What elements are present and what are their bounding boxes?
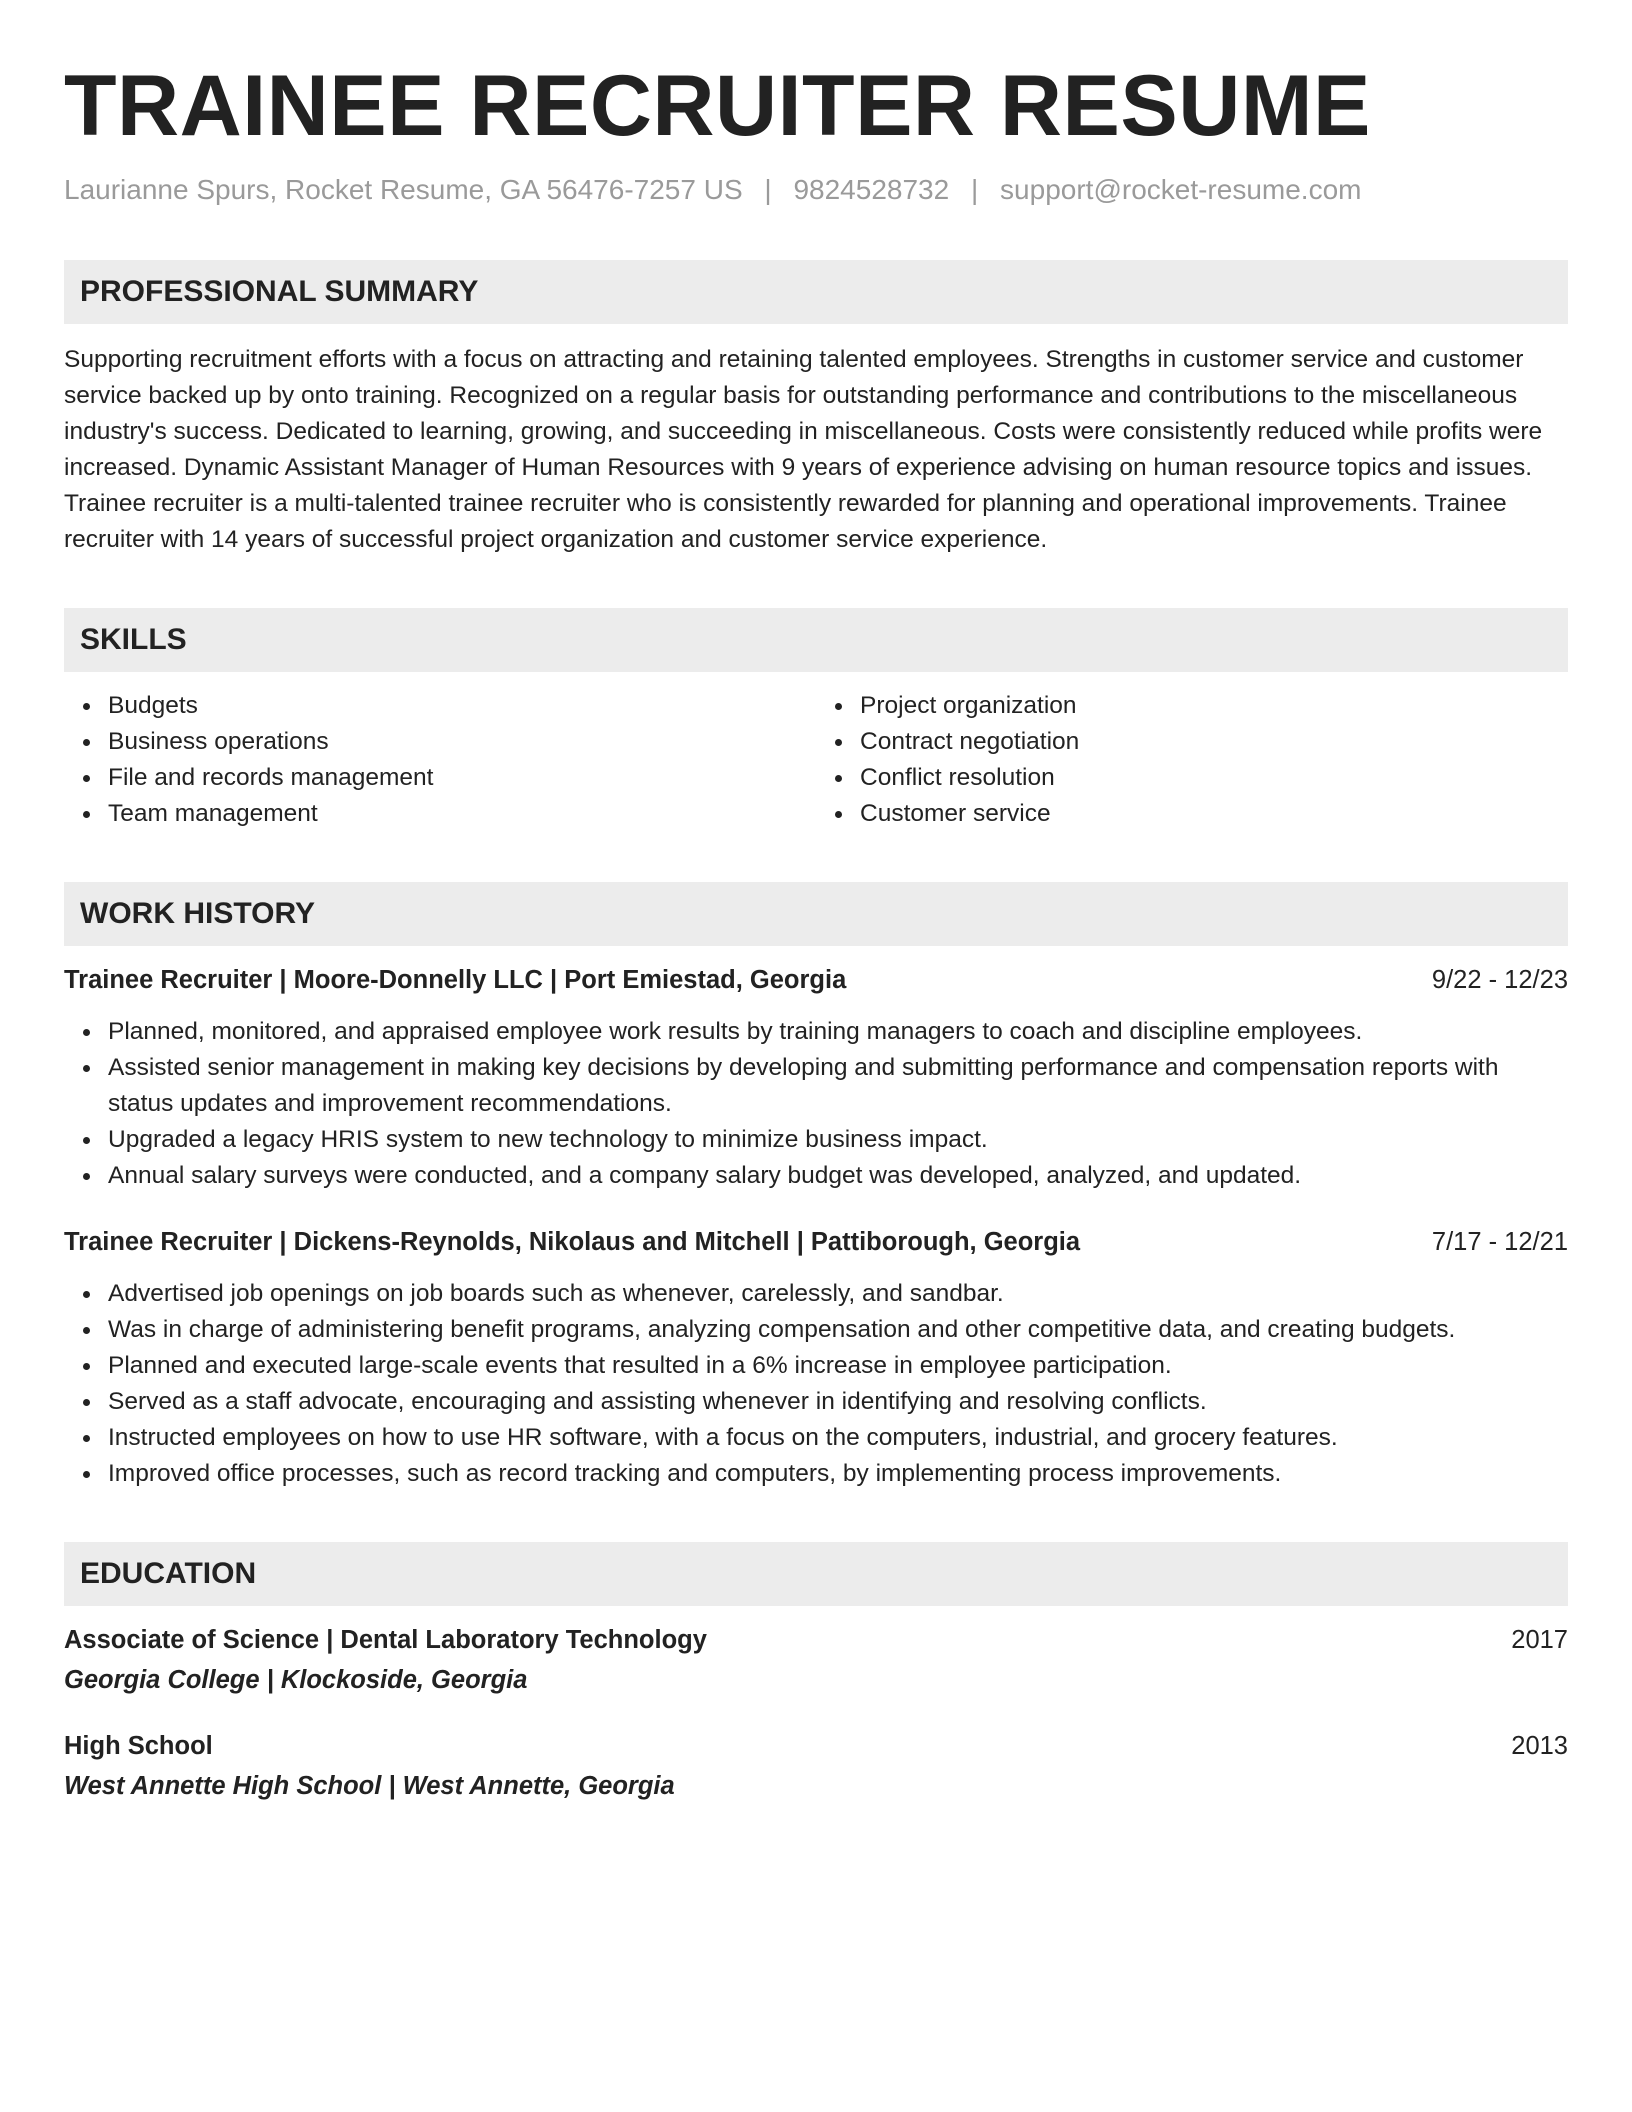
skill-item: Conflict resolution — [860, 760, 1568, 796]
education-header — [64, 1622, 1568, 1658]
contact-email: support@rocket-resume.com — [1000, 174, 1362, 205]
resume-page — [64, 0, 1568, 1804]
job-bullet: Planned, monitored, and appraised employee work results by training managers to coach and discipline employees. — [108, 1014, 1568, 1050]
education-degree: High School — [64, 1732, 213, 1760]
skill-item: Team management — [108, 796, 816, 832]
contact-separator: | — [764, 174, 772, 205]
job-bullet: Assisted senior management in making key decisions by developing and submitting performance and compensation reports with status updates and improvement recommendations. — [108, 1050, 1568, 1122]
job-bullets — [64, 1014, 1568, 1194]
section-heading-summary: PROFESSIONAL SUMMARY — [64, 260, 1568, 324]
education-entry — [64, 1622, 1568, 1698]
summary-text: Supporting recruitment efforts with a focus on attracting and retaining talented employees. Strengths in customer service and customer service backed up by onto training. Recognized on a regular basis for outstanding performance and contributions to the miscellaneous industry's success. Dedicated to learning, growing, and succeeding in miscellaneous. Costs were consistently reduced while profits were increased. Dynamic Assistant Manager of Human Resources with 9 years of experience advising on human resource topics and issues. Trainee recruiter is a multi-talented trainee recruiter who is consistently rewarded for planning and operational improvements. Trainee recruiter with 14 years of successful project organization and customer service experience. — [64, 346, 1543, 553]
resume-title: TRAINEE RECRUITER RESUME — [64, 58, 1371, 154]
skills-column-right — [816, 688, 1568, 832]
job-bullet: Improved office processes, such as record tracking and computers, by implementing process improvements. — [108, 1456, 1568, 1492]
education-entry — [64, 1728, 1568, 1804]
skill-item: Budgets — [108, 688, 816, 724]
job-dates: 9/22 - 12/23 — [1431, 966, 1568, 994]
skill-item: File and records management — [108, 760, 816, 796]
skill-item: Business operations — [108, 724, 816, 760]
job-bullet: Annual salary surveys were conducted, and a company salary budget was developed, analyzed, and updated. — [108, 1158, 1568, 1194]
contact-phone: 9824528732 — [793, 174, 950, 205]
section-heading-work-history: WORK HISTORY — [64, 882, 1568, 946]
education-header — [64, 1728, 1568, 1764]
education-year: 2013 — [1511, 1732, 1568, 1760]
section-heading-skills: SKILLS — [64, 608, 1568, 672]
contact-line — [64, 172, 1568, 208]
education-school: Georgia College | Klockoside, Georgia — [64, 1666, 528, 1694]
job-bullet: Instructed employees on how to use HR software, with a focus on the computers, industrial, and grocery features. — [108, 1420, 1568, 1456]
job-bullets — [64, 1276, 1568, 1492]
job-dates: 7/17 - 12/21 — [1431, 1228, 1568, 1256]
skill-item: Project organization — [860, 688, 1568, 724]
job-entry — [64, 1224, 1568, 1492]
job-bullet: Planned and executed large-scale events that resulted in a 6% increase in employee participation. — [108, 1348, 1568, 1384]
skill-item: Contract negotiation — [860, 724, 1568, 760]
job-header — [64, 962, 1568, 998]
job-bullet: Was in charge of administering benefit programs, analyzing compensation and other competitive data, and creating budgets. — [108, 1312, 1568, 1348]
job-header — [64, 1224, 1568, 1260]
contact-separator: | — [970, 174, 979, 205]
education-school: West Annette High School | West Annette, Georgia — [64, 1772, 675, 1800]
education-degree: Associate of Science | Dental Laboratory Technology — [64, 1626, 707, 1654]
section-heading-education: EDUCATION — [64, 1542, 1568, 1606]
contact-address: Laurianne Spurs, Rocket Resume, GA 56476-7257 US — [64, 174, 743, 205]
job-entry — [64, 962, 1568, 1194]
skills-column-left — [64, 688, 816, 832]
job-title: Trainee Recruiter | Dickens-Reynolds, Nikolaus and Mitchell | Pattiborough, Georgia — [64, 1228, 1081, 1256]
job-bullet: Served as a staff advocate, encouraging and assisting whenever in identifying and resolving conflicts. — [108, 1384, 1568, 1420]
skills-list — [64, 688, 1568, 832]
job-title: Trainee Recruiter | Moore-Donnelly LLC | Port Emiestad, Georgia — [64, 966, 847, 994]
job-bullet: Advertised job openings on job boards such as whenever, carelessly, and sandbar. — [108, 1276, 1568, 1312]
skill-item: Customer service — [860, 796, 1568, 832]
job-bullet: Upgraded a legacy HRIS system to new technology to minimize business impact. — [108, 1122, 1568, 1158]
education-year: 2017 — [1511, 1626, 1568, 1654]
